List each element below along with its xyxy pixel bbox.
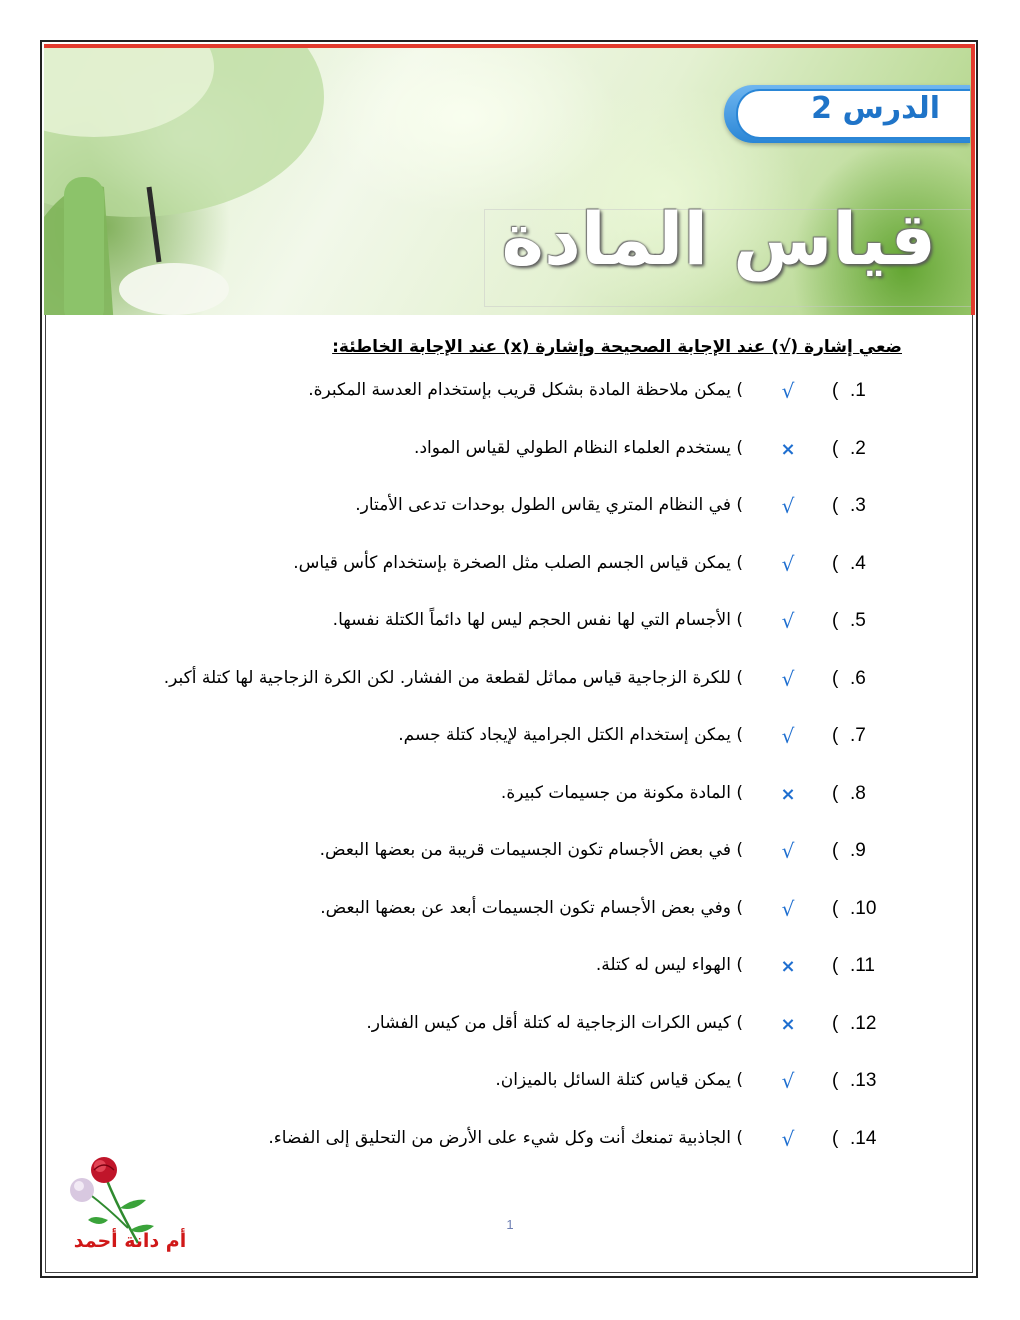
check-mark-icon: √ <box>781 494 795 518</box>
question-text: ) الهواء ليس له كتلة. <box>595 955 743 975</box>
cross-mark-icon: × <box>780 956 796 977</box>
question-number: .4 <box>850 553 866 574</box>
question-row <box>60 1013 890 1043</box>
answer-paren: ( <box>832 898 839 919</box>
check-mark-icon: √ <box>781 1069 795 1093</box>
lesson-label: الدرس 2 <box>811 91 940 126</box>
banner-red-border-right <box>971 44 975 315</box>
lesson-banner <box>44 47 974 315</box>
question-number: .5 <box>850 610 866 631</box>
answer-paren: ( <box>832 1070 839 1091</box>
question-row <box>60 898 890 928</box>
question-text: ) كيس الكرات الزجاجية له كتلة أقل من كيس الفشار. <box>366 1013 743 1033</box>
lesson-title: قياس المادة <box>501 197 936 281</box>
question-text: ) الجاذبية تمنعك أنت وكل شيء على الأرض من التحليق إلى الفضاء. <box>268 1128 743 1148</box>
check-mark-icon: √ <box>781 839 795 863</box>
question-row <box>60 668 890 698</box>
question-number: .6 <box>850 668 866 689</box>
instruction-text: ضعي إشارة (√) عند الإجابة الصحيحة وإشارة (x) عند الإجابة الخاطئة: <box>332 337 902 357</box>
answer-paren: ( <box>832 725 839 746</box>
question-number: .2 <box>850 438 866 459</box>
page-number: 1 <box>506 1217 514 1232</box>
question-text: ) في النظام المتري يقاس الطول بوحدات تدعى الأمتار. <box>355 495 743 515</box>
question-text: ) الأجسام التي لها نفس الحجم ليس لها دائماً الكتلة نفسها. <box>332 610 743 630</box>
answer-paren: ( <box>832 1128 839 1149</box>
question-number: .11 <box>850 955 876 976</box>
question-row <box>60 495 890 525</box>
answer-paren: ( <box>832 610 839 631</box>
question-row <box>60 610 890 640</box>
question-number: .1 <box>850 380 866 401</box>
answer-paren: ( <box>832 955 839 976</box>
banner-red-border-top <box>44 44 974 48</box>
check-mark-icon: √ <box>781 897 795 921</box>
question-text: ) يمكن قياس الجسم الصلب مثل الصخرة بإستخدام كأس قياس. <box>293 553 743 573</box>
question-number: .7 <box>850 725 866 746</box>
lesson-tab <box>724 85 970 143</box>
cross-mark-icon: × <box>780 1014 796 1035</box>
check-mark-icon: √ <box>781 724 795 748</box>
question-row <box>60 438 890 468</box>
question-text: ) يمكن إستخدام الكتل الجرامية لإيجاد كتلة جسم. <box>398 725 743 745</box>
cross-mark-icon: × <box>780 439 796 460</box>
answer-paren: ( <box>832 668 839 689</box>
answer-paren: ( <box>832 1013 839 1034</box>
question-row <box>60 725 890 755</box>
check-mark-icon: √ <box>781 667 795 691</box>
answer-paren: ( <box>832 438 839 459</box>
question-row <box>60 553 890 583</box>
check-mark-icon: √ <box>781 552 795 576</box>
question-row <box>60 955 890 985</box>
check-mark-icon: √ <box>781 379 795 403</box>
question-number: .12 <box>850 1013 877 1034</box>
question-number: .3 <box>850 495 866 516</box>
question-text: ) وفي بعض الأجسام تكون الجسيمات أبعد عن بعضها البعض. <box>320 898 743 918</box>
cross-mark-icon: × <box>780 784 796 805</box>
question-text: ) المادة مكونة من جسيمات كبيرة. <box>500 783 743 803</box>
question-number: .9 <box>850 840 866 861</box>
question-number: .10 <box>850 898 877 919</box>
question-number: .8 <box>850 783 866 804</box>
question-text: ) يمكن ملاحظة المادة بشكل قريب بإستخدام العدسة المكبرة. <box>308 380 743 400</box>
leaf-image <box>44 47 344 315</box>
answer-paren: ( <box>832 783 839 804</box>
question-row <box>60 1070 890 1100</box>
question-number: .14 <box>850 1128 877 1149</box>
question-text: ) يستخدم العلماء النظام الطولي لقياس المواد. <box>414 438 743 458</box>
answer-paren: ( <box>832 840 839 861</box>
question-text: ) يمكن قياس كتلة السائل بالميزان. <box>495 1070 743 1090</box>
check-mark-icon: √ <box>781 1127 795 1151</box>
question-text: ) في بعض الأجسام تكون الجسيمات قريبة من بعضها البعض. <box>319 840 743 860</box>
question-number: .13 <box>850 1070 877 1091</box>
question-row <box>60 783 890 813</box>
check-mark-icon: √ <box>781 609 795 633</box>
question-row <box>60 840 890 870</box>
answer-paren: ( <box>832 553 839 574</box>
logo-signature: أم دانة أحمد <box>73 1230 187 1252</box>
answer-paren: ( <box>832 380 839 401</box>
question-text: ) للكرة الزجاجية قياس مماثل لقطعة من الفشار. لكن الكرة الزجاجية لها كتلة أكبر. <box>163 668 743 688</box>
answer-paren: ( <box>832 495 839 516</box>
question-row <box>60 380 890 410</box>
